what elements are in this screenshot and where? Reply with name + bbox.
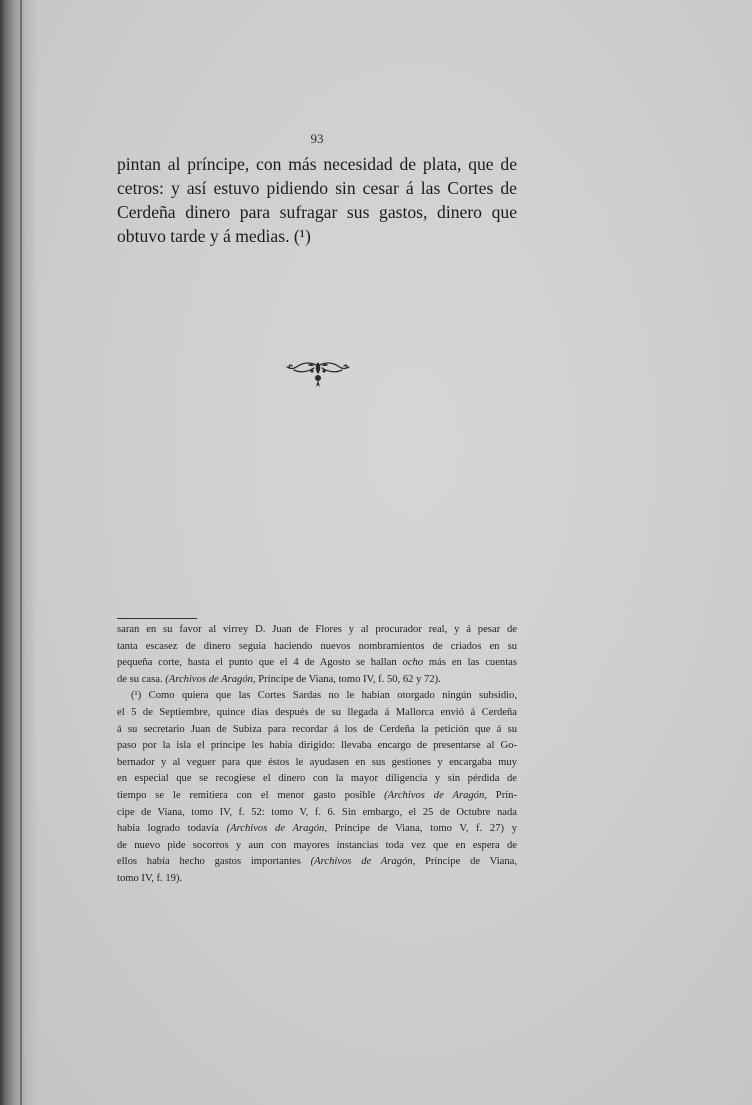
footnote-line [117,805,517,822]
footnote-text: de nuevo pide socorros y aun con mayores instancias toda vez que en espera de [117,839,517,851]
footnote-text: Príncipe de Viana, tomo IV, f. 50, 62 y 72). [255,673,441,685]
fleuron-ornament-icon [284,356,352,390]
footnote-text: el 5 de Septiembre, quince días después de su llegada á Mallorca envió á Cerdeña [117,706,517,718]
footnote-citation: (Archivos de Aragón, [226,823,327,835]
footnote-text: tiempo se le remitiera con el menor gasto posible [117,789,385,801]
footnote-line [117,838,517,855]
footnote-text: ellos había hecho gastos importantes [117,856,311,868]
footnote-line [117,688,517,705]
footnote-text: cipe de Viana, tomo IV, f. 52: tomo V, f. 6. Sin embargo, el 25 de Octubre nada [117,806,517,818]
footnote-citation: (Archivos de Aragón, [165,673,256,685]
footnote-text: (¹) Como quiera que las Cortes Sardas no le habían otorgado ningún subsidio, [131,690,517,702]
footnote-text: más en las cuentas [423,657,517,669]
footnote-text: tomo IV, f. 19). [117,872,183,884]
footnote-line [117,771,517,788]
footnote-text: pequeña corte, hasta el punto que el 4 de Agosto se hallan [117,657,403,669]
footnote-line [117,788,517,805]
body-line: obtuvo tarde y á medias. (¹) [117,226,311,246]
footnote-line [117,871,517,888]
footnote-text: saran en su favor al virrey D. Juan de Flores y al procurador real, y á pesar de [117,624,517,635]
footnote-line [117,672,517,689]
footnote-citation: (Archivos de Aragón, [384,789,487,801]
footnote-line [117,655,517,672]
footnote-line [117,705,517,722]
book-spine-shadow [0,0,38,1105]
footnote-text: bernador y al veguer para que éstos le ayudasen en sus gestiones y encargaba muy [117,756,517,768]
body-line: pintan al príncipe, con más necesidad de plata, que de [117,154,517,174]
footnote-line [117,854,517,871]
footnote-text: á su secretario Juan de Subiza para recordar á los de Cerdeña la petición que á su [117,723,517,735]
footnote-text: Príncipe de Viana, [415,856,517,868]
body-line: Cerdeña dinero para sufragar sus gastos, dinero que [117,202,517,222]
footnote-text: Príncipe de Viana, tomo V, f. 27) y [326,823,518,835]
body-line: cetros: y así estuvo pidiendo sin cesar á las Cortes de [117,178,517,198]
footnote-line [117,622,517,639]
footnote-line [117,755,517,772]
footnote-text: de su casa. [117,673,166,685]
footnotes [117,622,517,888]
footnote-rule [117,618,197,619]
body-paragraph [117,152,517,248]
footnote-line [117,639,517,656]
footnote-citation: (Archivos de Aragón, [310,856,416,868]
footnote-text: había logrado todavía [117,823,227,835]
gutter-line [20,0,22,1105]
footnote-citation: ocho [402,657,424,669]
footnote-text: en especial que se recogiese el dinero con la mayor diligencia y sin pérdida de [117,773,517,785]
page-number: 93 [310,131,324,146]
footnote-line [117,722,517,739]
footnote-text: Prín- [486,789,517,801]
footnote-text: paso por la isla el príncipe les había dirigido: llevaba encargo de presentarse al Go- [117,740,517,752]
footnote-line [117,738,517,755]
footnote-line [117,821,517,838]
footnote-text: tanta escasez de dinero seguía haciendo nuevos nombramientos de criados en su [117,640,517,652]
